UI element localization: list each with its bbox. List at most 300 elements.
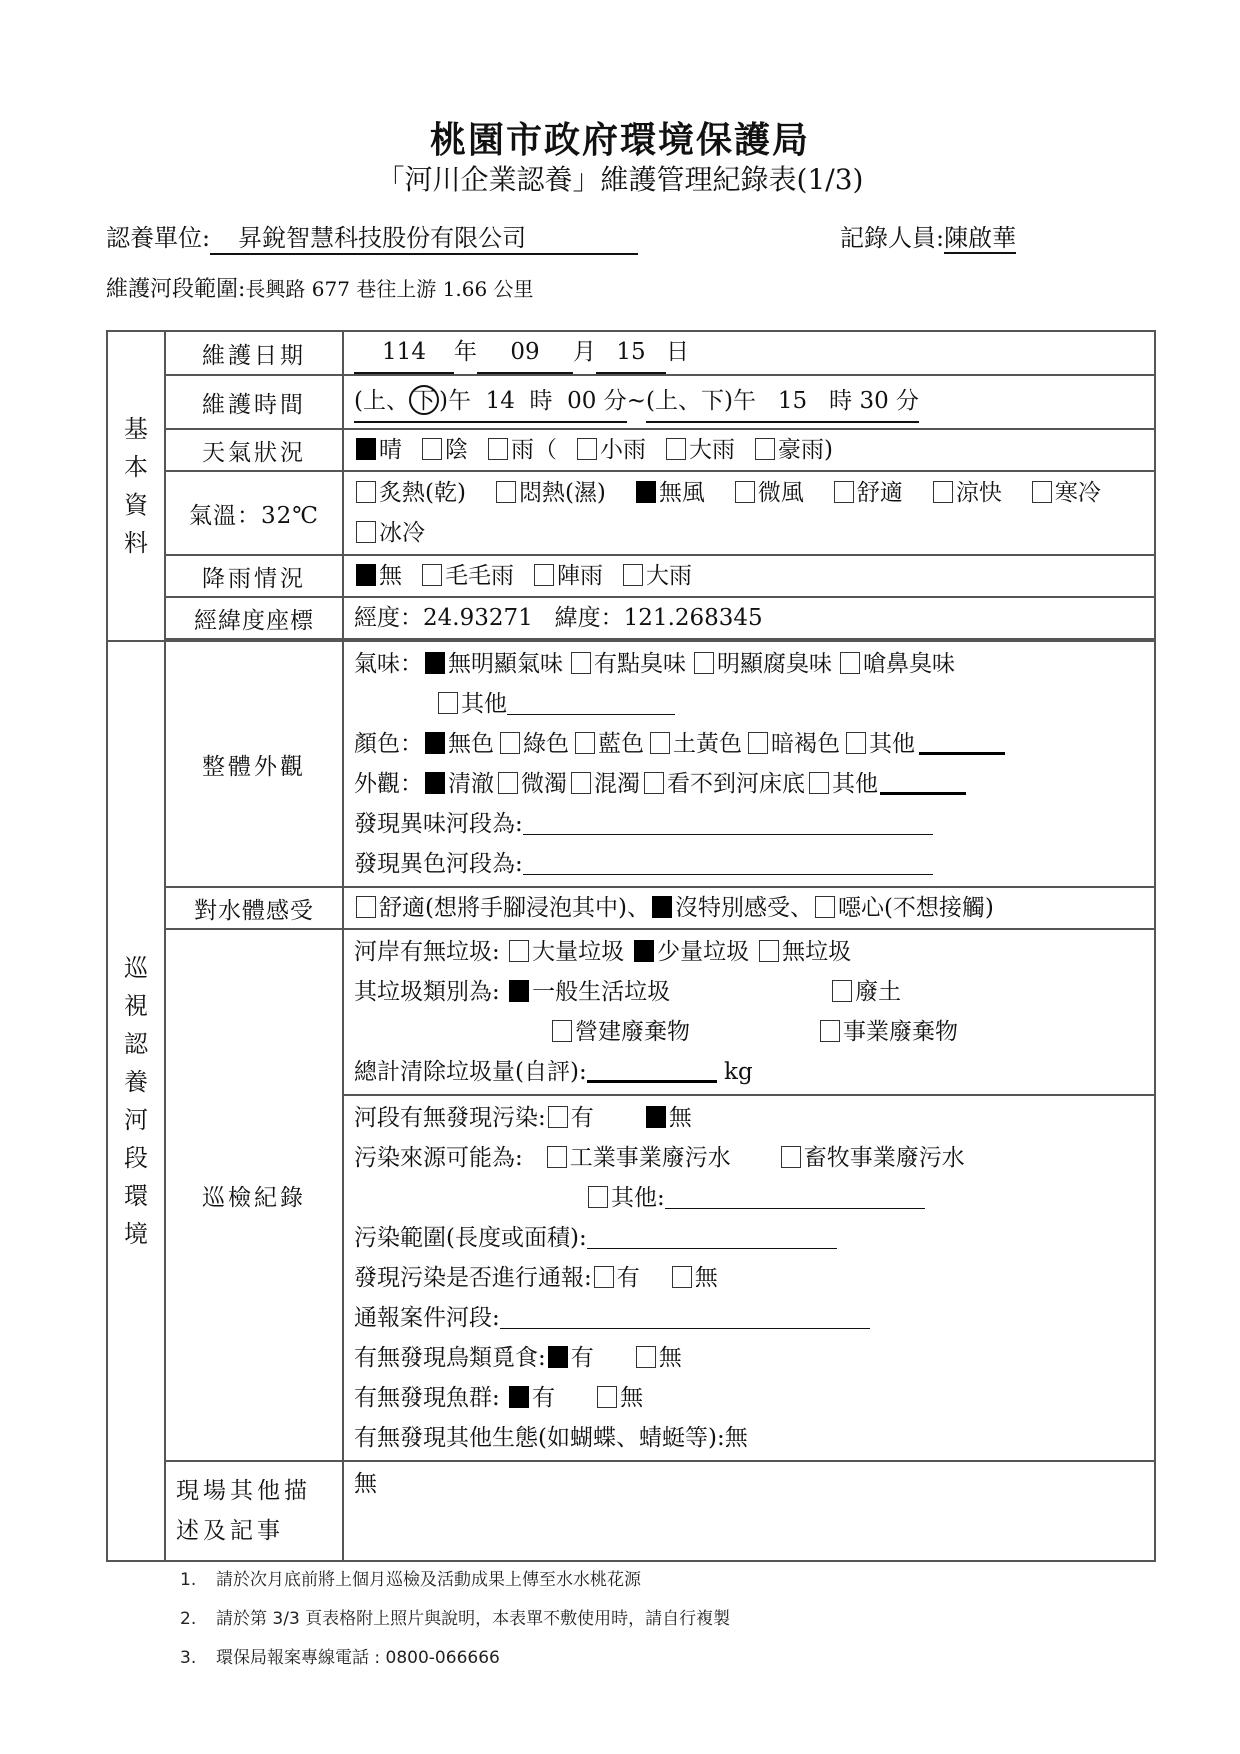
- checkbox-option[interactable]: [573, 731, 644, 757]
- checkbox-empty-icon[interactable]: [488, 438, 508, 460]
- footnote-num: 3.: [180, 1648, 197, 1668]
- eco-label: 有無發現其他生態(如蝴蝶、蜻蜓等):: [354, 1425, 725, 1451]
- birds-label: 有無發現鳥類覓食:: [354, 1345, 546, 1371]
- checkbox-empty-icon[interactable]: [500, 732, 520, 754]
- checkbox-label: 冰冷: [379, 520, 425, 546]
- start-time: (上、 下 )午 14 時 00 分: [354, 381, 627, 423]
- checkbox-option[interactable]: [746, 731, 840, 757]
- end-hour[interactable]: 15: [777, 388, 808, 414]
- footnote-1: [180, 1565, 730, 1590]
- notes-value[interactable]: 無: [343, 1461, 1155, 1561]
- checkbox-option[interactable]: [670, 1265, 718, 1291]
- case-field[interactable]: [500, 1304, 870, 1329]
- checkbox-empty-icon[interactable]: [422, 438, 442, 460]
- checkbox-empty-icon[interactable]: [438, 692, 458, 714]
- checkbox-option[interactable]: [546, 1105, 594, 1131]
- report-line: [354, 1258, 1144, 1298]
- row-temperature: [107, 471, 1155, 555]
- checkbox-empty-icon[interactable]: [666, 438, 686, 460]
- pollution-label: 河段有無發現污染:: [354, 1105, 546, 1131]
- feeling-label: 對水體感受: [165, 887, 343, 929]
- row-inspection: [107, 929, 1155, 1461]
- checkbox-option[interactable]: [621, 563, 692, 589]
- checkbox-option[interactable]: [832, 480, 903, 506]
- minute-unit: 分: [603, 388, 627, 414]
- odd-smell-line: [354, 804, 1144, 844]
- section-char: 料: [124, 529, 148, 557]
- checkbox-option[interactable]: [354, 520, 425, 546]
- checkbox-checked-icon[interactable]: [425, 772, 445, 794]
- row-notes: [107, 1461, 1155, 1561]
- checkbox-empty-icon[interactable]: [571, 652, 591, 674]
- checkbox-label: 畜牧事業廢污水: [803, 1145, 965, 1171]
- checkbox-label: 無: [379, 563, 402, 589]
- checkbox-empty-icon[interactable]: [815, 896, 835, 918]
- section-char: 環: [124, 1182, 148, 1210]
- hour-unit: 時: [529, 388, 553, 414]
- checkbox-option[interactable]: [486, 437, 557, 463]
- checkbox-label: 綠色: [523, 731, 569, 757]
- birds-line: [354, 1338, 1144, 1378]
- checkbox-empty-icon[interactable]: [356, 896, 376, 918]
- trash-block: [344, 930, 1154, 1096]
- time-value: [343, 375, 1155, 429]
- checkbox-option[interactable]: [753, 437, 833, 463]
- checkbox-label: 少量垃圾: [657, 939, 750, 965]
- checkbox-checked-icon[interactable]: [634, 940, 654, 962]
- checkbox-label: 有: [570, 1345, 594, 1371]
- recorder: [840, 218, 1016, 253]
- checkbox-option[interactable]: [354, 563, 402, 589]
- section-char: 視: [124, 992, 148, 1020]
- checkbox-option[interactable]: [650, 895, 813, 921]
- section-patrol-label: [118, 949, 154, 1253]
- weather-label: 天氣狀況: [165, 429, 343, 471]
- feeling-options: [343, 887, 1155, 929]
- odd-smell-field[interactable]: [523, 810, 933, 835]
- checkbox-label: 噁心(不想接觸): [837, 895, 994, 921]
- checkbox-option[interactable]: [420, 563, 514, 589]
- checkbox-option[interactable]: [420, 437, 468, 463]
- recorder-label: 記錄人員:: [840, 224, 945, 252]
- section-char: 養: [124, 1068, 148, 1096]
- source-line: [354, 1138, 1144, 1178]
- checkbox-checked-icon[interactable]: [646, 1106, 666, 1128]
- notes-label: [165, 1461, 343, 1561]
- checkbox-label: 看不到河床底: [667, 771, 805, 797]
- year-field[interactable]: 114: [354, 332, 454, 374]
- checkbox-checked-icon[interactable]: [356, 564, 376, 586]
- checkbox-empty-icon[interactable]: [356, 521, 376, 543]
- end-minute[interactable]: 30: [859, 388, 889, 414]
- checkbox-label: 陰: [445, 437, 468, 463]
- checkbox-option[interactable]: [546, 1345, 594, 1371]
- look-line: [354, 764, 1144, 804]
- checkbox-option[interactable]: [644, 1105, 692, 1131]
- checkbox-option[interactable]: [931, 480, 1002, 506]
- date-label: 維護日期: [165, 331, 343, 375]
- checkbox-label: 土黃色: [673, 731, 742, 757]
- checkbox-label: 雨（: [511, 437, 557, 463]
- checkbox-checked-icon[interactable]: [652, 896, 672, 918]
- checkbox-option[interactable]: [494, 480, 606, 506]
- checkbox-option[interactable]: [634, 1345, 682, 1371]
- row-weather: [107, 429, 1155, 471]
- sep: 、: [385, 388, 409, 414]
- extent-line: [354, 1218, 1144, 1258]
- checkbox-empty-icon[interactable]: [548, 1106, 568, 1128]
- checkbox-label: 混濁: [594, 771, 640, 797]
- trash-type-line: [354, 972, 1144, 1012]
- odd-smell-label: 發現異味河段為:: [354, 811, 523, 837]
- smell-line: [354, 644, 1144, 684]
- checkbox-option[interactable]: [692, 651, 832, 677]
- checkbox-label: 無: [694, 1265, 718, 1291]
- trash-amount-field[interactable]: [587, 1056, 717, 1083]
- rain-options: [343, 555, 1155, 597]
- checkbox-empty-icon[interactable]: [694, 652, 714, 674]
- checkbox-option[interactable]: [807, 771, 878, 797]
- record-table: [106, 330, 1156, 1562]
- checkbox-label: 大量垃圾: [532, 939, 625, 965]
- checkbox-empty-icon[interactable]: [496, 481, 516, 503]
- pollution-block: [344, 1096, 1154, 1460]
- report-label: 發現污染是否進行通報:: [354, 1265, 592, 1291]
- checkbox-option[interactable]: [642, 771, 805, 797]
- adopting-unit-label: 認養單位:: [106, 224, 211, 252]
- checkbox-empty-icon[interactable]: [650, 732, 670, 754]
- coords-value[interactable]: 經度：24.93271 緯度：121.268345: [343, 597, 1155, 639]
- weather-options: [343, 429, 1155, 471]
- tilde: ~: [626, 388, 646, 414]
- checkbox-label: 微風: [757, 480, 804, 506]
- checkbox-label: 寒冷: [1054, 480, 1101, 506]
- inspection-label: 巡檢紀錄: [165, 929, 343, 1461]
- checkbox-label: 有: [616, 1265, 640, 1291]
- checkbox-empty-icon[interactable]: [832, 980, 852, 1002]
- end-am-option[interactable]: 上: [654, 388, 678, 414]
- checkbox-empty-icon[interactable]: [623, 564, 643, 586]
- checkbox-label: 一般生活垃圾: [532, 979, 671, 1005]
- row-coords: [107, 597, 1155, 639]
- checkbox-option[interactable]: [595, 1385, 643, 1411]
- checkbox-empty-icon[interactable]: [356, 481, 376, 503]
- checkbox-option[interactable]: [1030, 480, 1101, 506]
- trash-label: 河岸有無垃圾:: [354, 939, 500, 965]
- river-range-label: 維護河段範圍:: [106, 277, 246, 302]
- checkbox-label: 豪雨): [778, 437, 833, 463]
- checkbox-checked-icon[interactable]: [425, 652, 445, 674]
- checkbox-label: 有點臭味: [594, 651, 686, 677]
- checkbox-option[interactable]: [507, 939, 624, 965]
- checkbox-option[interactable]: [733, 480, 804, 506]
- checkbox-empty-icon[interactable]: [534, 564, 554, 586]
- checkbox-label: 有: [570, 1105, 594, 1131]
- source-label: 污染來源可能為:: [354, 1145, 523, 1171]
- checkbox-label: 大雨: [646, 563, 692, 589]
- page-title: 桃園市政府環境保護局: [429, 119, 810, 161]
- section-char: 境: [124, 1220, 148, 1248]
- color-line: [354, 724, 1144, 764]
- checkbox-empty-icon[interactable]: [759, 940, 779, 962]
- checkbox-empty-icon[interactable]: [575, 732, 595, 754]
- checkbox-empty-icon[interactable]: [755, 438, 775, 460]
- footnote-3: [180, 1643, 730, 1668]
- checkbox-empty-icon[interactable]: [571, 772, 591, 794]
- extent-field[interactable]: [587, 1224, 837, 1249]
- checkbox-empty-icon[interactable]: [509, 940, 529, 962]
- checkbox-option[interactable]: [632, 939, 749, 965]
- temperature-label: 氣溫：32℃: [165, 471, 343, 555]
- trash-amount-label: 總計清除垃圾量(自評):: [354, 1059, 587, 1085]
- end-pm-option[interactable]: 下: [700, 388, 724, 414]
- checkbox-option[interactable]: [838, 651, 955, 677]
- day-field[interactable]: 15: [596, 332, 666, 374]
- checkbox-empty-icon[interactable]: [498, 772, 518, 794]
- checkbox-label: 大雨: [689, 437, 735, 463]
- rain-label: 降雨情況: [165, 555, 343, 597]
- checkbox-empty-icon[interactable]: [644, 772, 664, 794]
- section-char: 基: [124, 415, 148, 443]
- row-rain: [107, 555, 1155, 597]
- checkbox-option[interactable]: [545, 1145, 731, 1171]
- time-label: 維護時間: [165, 375, 343, 429]
- checkbox-label: 舒適(想將手腳浸泡其中)、: [379, 895, 650, 921]
- checkbox-option[interactable]: [664, 437, 735, 463]
- section-basic-label: [118, 410, 154, 562]
- checkbox-label: 舒適: [856, 480, 903, 506]
- checkbox-label: 無垃圾: [782, 939, 852, 965]
- minute-unit: 分: [896, 388, 920, 414]
- checkbox-option[interactable]: [569, 771, 640, 797]
- checkbox-label: 其他: [832, 771, 878, 797]
- look-other-blank[interactable]: [880, 768, 966, 795]
- checkbox-empty-icon[interactable]: [834, 481, 854, 503]
- look-label: 外觀：: [354, 771, 423, 797]
- checkbox-empty-icon[interactable]: [594, 1266, 614, 1288]
- checkbox-checked-icon[interactable]: [548, 1346, 568, 1368]
- odd-color-field[interactable]: [523, 850, 933, 875]
- checkbox-checked-icon[interactable]: [425, 732, 445, 754]
- inspection-value: [343, 929, 1155, 1461]
- end-time: (上、下)午 15 時 30 分: [646, 381, 919, 423]
- checkbox-option[interactable]: [550, 1019, 690, 1045]
- checkbox-empty-icon[interactable]: [422, 564, 442, 586]
- checkbox-option[interactable]: [830, 979, 901, 1005]
- checkbox-label: 明顯腐臭味: [717, 651, 832, 677]
- fish-label: 有無發現魚群:: [354, 1385, 500, 1411]
- source-other-line: [354, 1178, 1144, 1218]
- checkbox-empty-icon[interactable]: [636, 1346, 656, 1368]
- checkbox-empty-icon[interactable]: [588, 1186, 608, 1208]
- checkbox-label: 嗆鼻臭味: [863, 651, 955, 677]
- appearance-value: [343, 641, 1155, 887]
- footnote-2: [180, 1604, 730, 1629]
- pollution-line: [354, 1098, 1144, 1138]
- checkbox-label: 清澈: [448, 771, 494, 797]
- smell-label: 氣味：: [354, 651, 423, 677]
- checkbox-option[interactable]: [569, 651, 686, 677]
- footnote-text: 請於第 3/3 頁表格附上照片與說明，本表單不敷使用時，請自行複製: [216, 1609, 731, 1629]
- section-char: 巡: [124, 954, 148, 982]
- checkbox-option[interactable]: [496, 771, 567, 797]
- checkbox-label: 微濁: [521, 771, 567, 797]
- checkbox-empty-icon[interactable]: [552, 1020, 572, 1042]
- footnote-num: 2.: [180, 1609, 197, 1629]
- checkbox-empty-icon[interactable]: [781, 1146, 801, 1168]
- section-char: 資: [124, 491, 148, 519]
- checkbox-empty-icon[interactable]: [597, 1386, 617, 1408]
- checkbox-option[interactable]: [507, 979, 670, 1005]
- checkbox-option[interactable]: [757, 939, 851, 965]
- footnote-text: 請於次月底前將上個月巡檢及活動成果上傳至水水桃花源: [216, 1570, 641, 1590]
- page-subtitle: 「河川企業認養」維護管理紀錄表(1/3): [376, 163, 864, 196]
- checkbox-option[interactable]: [813, 895, 994, 921]
- checkbox-label: 無: [668, 1105, 692, 1131]
- checkbox-label: 有: [532, 1385, 556, 1411]
- eco-value[interactable]: 無: [724, 1425, 748, 1451]
- checkbox-checked-icon[interactable]: [509, 1386, 529, 1408]
- month-unit: 月: [573, 339, 596, 365]
- checkbox-option[interactable]: [575, 437, 646, 463]
- noon: )午: [438, 388, 471, 414]
- adopting-unit: [106, 218, 638, 255]
- footnote-num: 1.: [180, 1570, 197, 1590]
- trash-amount-line: [354, 1052, 1144, 1092]
- checkbox-label: 無明顯氣味: [448, 651, 563, 677]
- section-char: 認: [124, 1030, 148, 1058]
- checkbox-label: 沒特別感受、: [674, 895, 813, 921]
- trash-type-label: 其垃圾類別為:: [354, 979, 500, 1005]
- footnotes: [180, 1565, 730, 1682]
- checkbox-checked-icon[interactable]: [356, 438, 376, 460]
- checkbox-option[interactable]: [354, 437, 402, 463]
- source-other-field[interactable]: [665, 1184, 925, 1209]
- checkbox-label: 暗褐色: [771, 731, 840, 757]
- checkbox-empty-icon[interactable]: [809, 772, 829, 794]
- coords-label: 經緯度座標: [165, 597, 343, 639]
- case-line: [354, 1298, 1144, 1338]
- smell-other-blank[interactable]: [507, 690, 675, 715]
- row-time: [107, 375, 1155, 429]
- checkbox-empty-icon[interactable]: [735, 481, 755, 503]
- start-minute[interactable]: 00: [567, 388, 597, 414]
- checkbox-option[interactable]: [436, 691, 507, 717]
- river-range: [106, 272, 534, 303]
- appearance-label: 整體外觀: [165, 641, 343, 887]
- checkbox-label: 無風: [658, 480, 705, 506]
- extent-label: 污染範圍(長度或面積):: [354, 1225, 587, 1251]
- section-patrol: [107, 641, 165, 1561]
- start-am-option[interactable]: 上: [362, 388, 386, 414]
- adopting-unit-value[interactable]: 昇銳智慧科技股份有限公司: [210, 218, 638, 255]
- checkbox-checked-icon[interactable]: [509, 980, 529, 1002]
- checkbox-option[interactable]: [354, 895, 650, 921]
- trash-amount-unit: kg: [724, 1059, 753, 1085]
- checkbox-empty-icon[interactable]: [846, 732, 866, 754]
- checkbox-label: 小雨: [600, 437, 646, 463]
- month-field[interactable]: 09: [477, 332, 573, 374]
- checkbox-empty-icon[interactable]: [820, 1020, 840, 1042]
- checkbox-option[interactable]: [423, 771, 494, 797]
- section-basic: [107, 331, 165, 641]
- checkbox-option[interactable]: [354, 480, 466, 506]
- checkbox-option[interactable]: [423, 731, 494, 757]
- checkbox-option[interactable]: [498, 731, 569, 757]
- checkbox-empty-icon[interactable]: [577, 438, 597, 460]
- checkbox-label: 無: [620, 1385, 644, 1411]
- checkbox-empty-icon[interactable]: [1032, 481, 1052, 503]
- hour-unit: 時: [829, 388, 853, 414]
- sep: 、: [677, 388, 701, 414]
- checkbox-label: 陣雨: [557, 563, 603, 589]
- smell-other-line: [354, 684, 1144, 724]
- date-value: [343, 331, 1155, 375]
- checkbox-option[interactable]: [779, 1145, 965, 1171]
- case-label: 通報案件河段:: [354, 1305, 500, 1331]
- checkbox-label: 廢土: [855, 979, 902, 1005]
- odd-color-label: 發現異色河段為:: [354, 851, 523, 877]
- checkbox-option[interactable]: [586, 1185, 665, 1211]
- checkbox-label: 無色: [448, 731, 494, 757]
- checkbox-label: 其他: [461, 691, 507, 717]
- checkbox-empty-icon[interactable]: [748, 732, 768, 754]
- checkbox-option[interactable]: [648, 731, 742, 757]
- checkbox-option[interactable]: [592, 1265, 640, 1291]
- odd-color-line: [354, 844, 1144, 884]
- color-label: 顏色：: [354, 731, 423, 757]
- trash-line: [354, 932, 1144, 972]
- trash-type-line-2: [354, 1012, 1144, 1052]
- checkbox-label: 無: [658, 1345, 682, 1371]
- checkbox-empty-icon[interactable]: [840, 652, 860, 674]
- year-unit: 年: [454, 339, 477, 365]
- recorder-value[interactable]: 陳啟華: [944, 224, 1017, 252]
- section-char: 本: [124, 453, 148, 481]
- checkbox-option[interactable]: [532, 563, 603, 589]
- checkbox-label: 其他:: [611, 1185, 665, 1211]
- color-other-blank[interactable]: [919, 728, 1005, 755]
- section-char: 河: [124, 1106, 148, 1134]
- checkbox-checked-icon[interactable]: [636, 481, 656, 503]
- temperature-options: [343, 471, 1155, 555]
- day-unit: 日: [666, 339, 689, 365]
- checkbox-label: 晴: [379, 437, 402, 463]
- row-appearance: [107, 641, 1155, 887]
- checkbox-empty-icon[interactable]: [547, 1146, 567, 1168]
- checkbox-label: 毛毛雨: [445, 563, 514, 589]
- fish-line: [354, 1378, 1144, 1418]
- checkbox-label: 悶熱(濕): [518, 480, 606, 506]
- eco-line: [354, 1418, 1144, 1458]
- start-pm-option-selected[interactable]: 下: [409, 385, 439, 415]
- checkbox-label: 事業廢棄物: [843, 1019, 958, 1045]
- checkbox-label: 營建廢棄物: [575, 1019, 690, 1045]
- noon: )午: [723, 388, 756, 414]
- checkbox-option[interactable]: [634, 480, 705, 506]
- checkbox-option[interactable]: [818, 1019, 958, 1045]
- checkbox-label: 炙熱(乾): [379, 480, 466, 506]
- checkbox-empty-icon[interactable]: [933, 481, 953, 503]
- checkbox-option[interactable]: [507, 1385, 555, 1411]
- checkbox-option[interactable]: [844, 731, 915, 757]
- section-char: 段: [124, 1144, 148, 1172]
- checkbox-empty-icon[interactable]: [672, 1266, 692, 1288]
- river-range-value[interactable]: 長興路 677 巷往上游 1.66 公里: [245, 277, 534, 301]
- start-hour[interactable]: 14: [485, 388, 515, 414]
- checkbox-option[interactable]: [423, 651, 563, 677]
- notes-label-text: 現場其他描述及記事: [176, 1478, 311, 1544]
